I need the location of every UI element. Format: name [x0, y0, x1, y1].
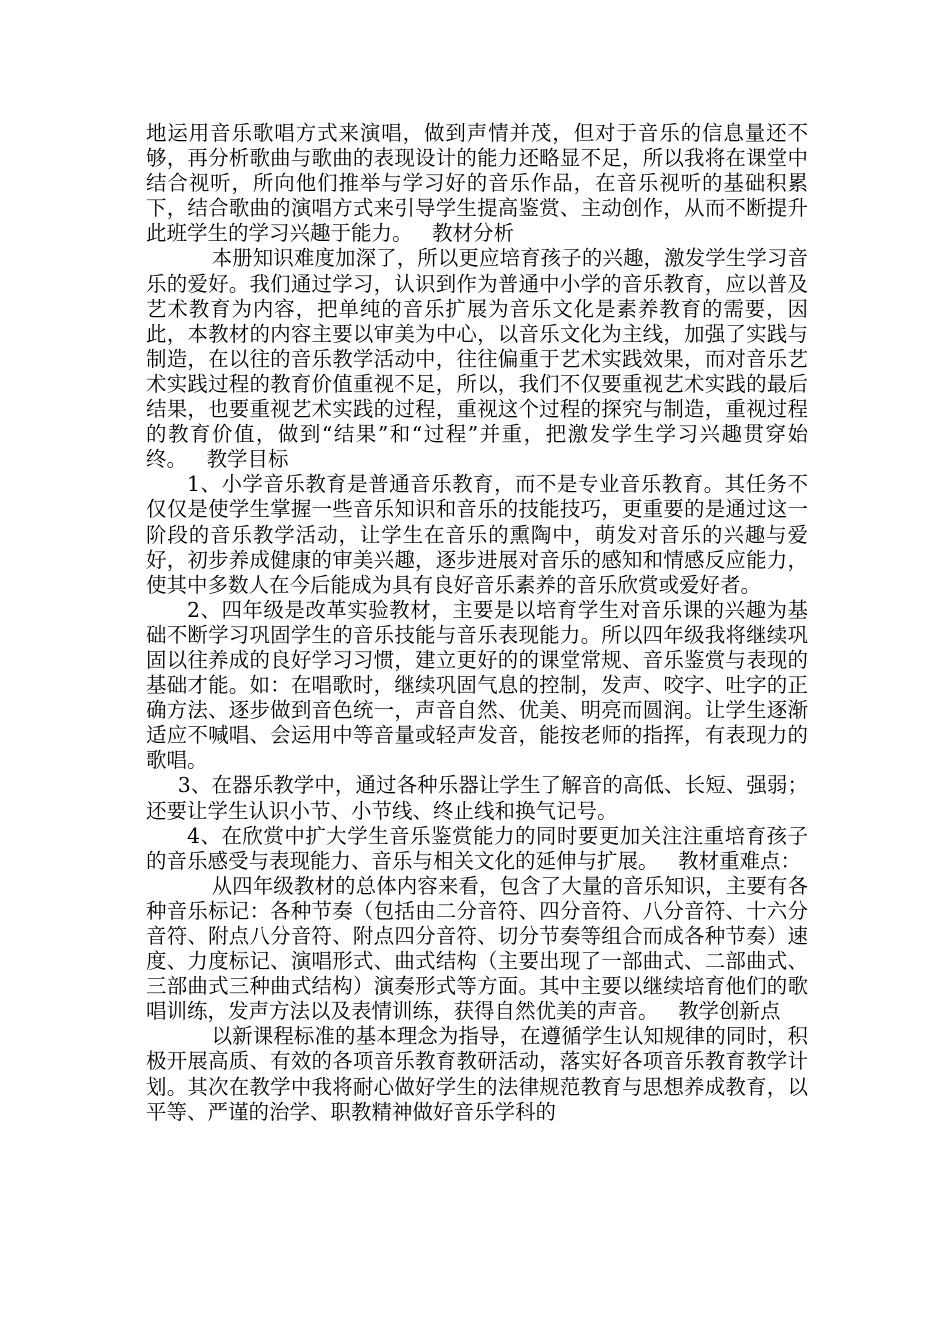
section-heading-teaching-goals: 教学目标 — [206, 447, 289, 472]
section-heading-textbook-analysis: 教材分析 — [432, 221, 515, 246]
paragraph-key-difficulties — [146, 874, 808, 1025]
paragraph-textbook-analysis — [146, 246, 808, 472]
paragraph-innovation: 以新课程标准的基本理念为指导，在遵循学生认知规律的同时，积极开展高质、有效的各项音乐教育教研活动，落实好各项音乐教育教学计划。其次在教学中我将耐心做好学生的法律规范教育与思想养成教育，以平等、严谨的治学、职教精神做好音乐学科的 — [146, 1024, 808, 1124]
paragraph-goal-1: 1、小学音乐教育是普通音乐教育，而不是专业音乐教育。其任务不仅仅是使学生掌握一些音乐知识和音乐的技能技巧，更重要的是通过这一阶段的音乐教学活动，让学生在音乐的熏陶中，萌发对音乐的兴趣与爱好，初步养成健康的审美兴趣，逐步进展对音乐的感知和情感反应能力，使其中多数人在今后能成为具有良好音乐素养的音乐欣赏或爱好者。 — [146, 472, 808, 597]
paragraph-text: 本册知识难度加深了，所以更应培育孩子的兴趣，激发学生学习音乐的爱好。我们通过学习，认识到作为普通中小学的音乐教育，应以普及艺术教育为内容，把单纯的音乐扩展为音乐文化是素养教育的需要，因此，本教材的内容主要以审美为中心，以音乐文化为主线，加强了实践与制造，在以往的音乐教学活动中，往往偏重于艺术实践效果，而对音乐艺术实践过程的教育价值重视不足，所以，我们不仅要重视艺术实践的最后结果，也要重视艺术实践的过程，重视这个过程的探究与制造，重视过程的教育价值，做到“结果”和“过程”并重，把激发学生学习兴趣贯穿始终。 — [146, 246, 808, 472]
document-page — [146, 121, 808, 1125]
paragraph-goal-4 — [146, 824, 808, 874]
paragraph-text: 地运用音乐歌唱方式来演唱，做到声情并茂，但对于音乐的信息量还不够，再分析歌曲与歌曲的表现设计的能力还略显不足，所以我将在课堂中结合视听，所向他们推举与学习好的音乐作品，在音乐视听的基础积累下，结合歌曲的演唱方式来引导学生提高鉴赏、主动创作，从而不断提升此班学生的学习兴趣于能力。 — [146, 121, 808, 246]
paragraph-text: 4、在欣赏中扩大学生音乐鉴赏能力的同时要更加关注注重培育孩子的音乐感受与表现能力、音乐与相关文化的延伸与扩展。 — [146, 823, 808, 873]
section-heading-key-difficulties: 教材重难点： — [678, 848, 802, 873]
section-heading-innovation: 教学创新点 — [678, 999, 781, 1024]
paragraph-text: 从四年级教材的总体内容来看，包含了大量的音乐知识，主要有各种音乐标记：各种节奏（包括由二分音符、四分音符、八分音符、十六分音符、附点八分音符、附点四分音符、切分节奏等组合而成各种节奏）速度、力度标记、演唱形式、曲式结构（主要出现了一部曲式、二部曲式、三部曲式三种曲式结构）演奏形式等方面。其中主要以继续培育他们的歌唱训练，发声方法以及表情训练，获得自然优美的声音。 — [146, 873, 808, 1024]
paragraph-goal-3: 3、在器乐教学中，通过各种乐器让学生了解音的高低、长短、强弱；还要让学生认识小节、小节线、终止线和换气记号。 — [146, 773, 808, 823]
paragraph-student-analysis — [146, 121, 808, 246]
paragraph-goal-2: 2、四年级是改革实验教材，主要是以培育学生对音乐课的兴趣为基础不断学习巩固学生的音乐技能与音乐表现能力。所以四年级我将继续巩固以往养成的良好学习习惯，建立更好的的课堂常规、音乐鉴赏与表现的基础才能。如：在唱歌时，继续巩固气息的控制，发声、咬字、吐字的正确方法、逐步做到音色统一，声音自然、优美、明亮而圆润。让学生逐渐适应不喊唱、会运用中等音量或轻声发音，能按老师的指挥，有表现力的歌唱。 — [146, 597, 808, 773]
